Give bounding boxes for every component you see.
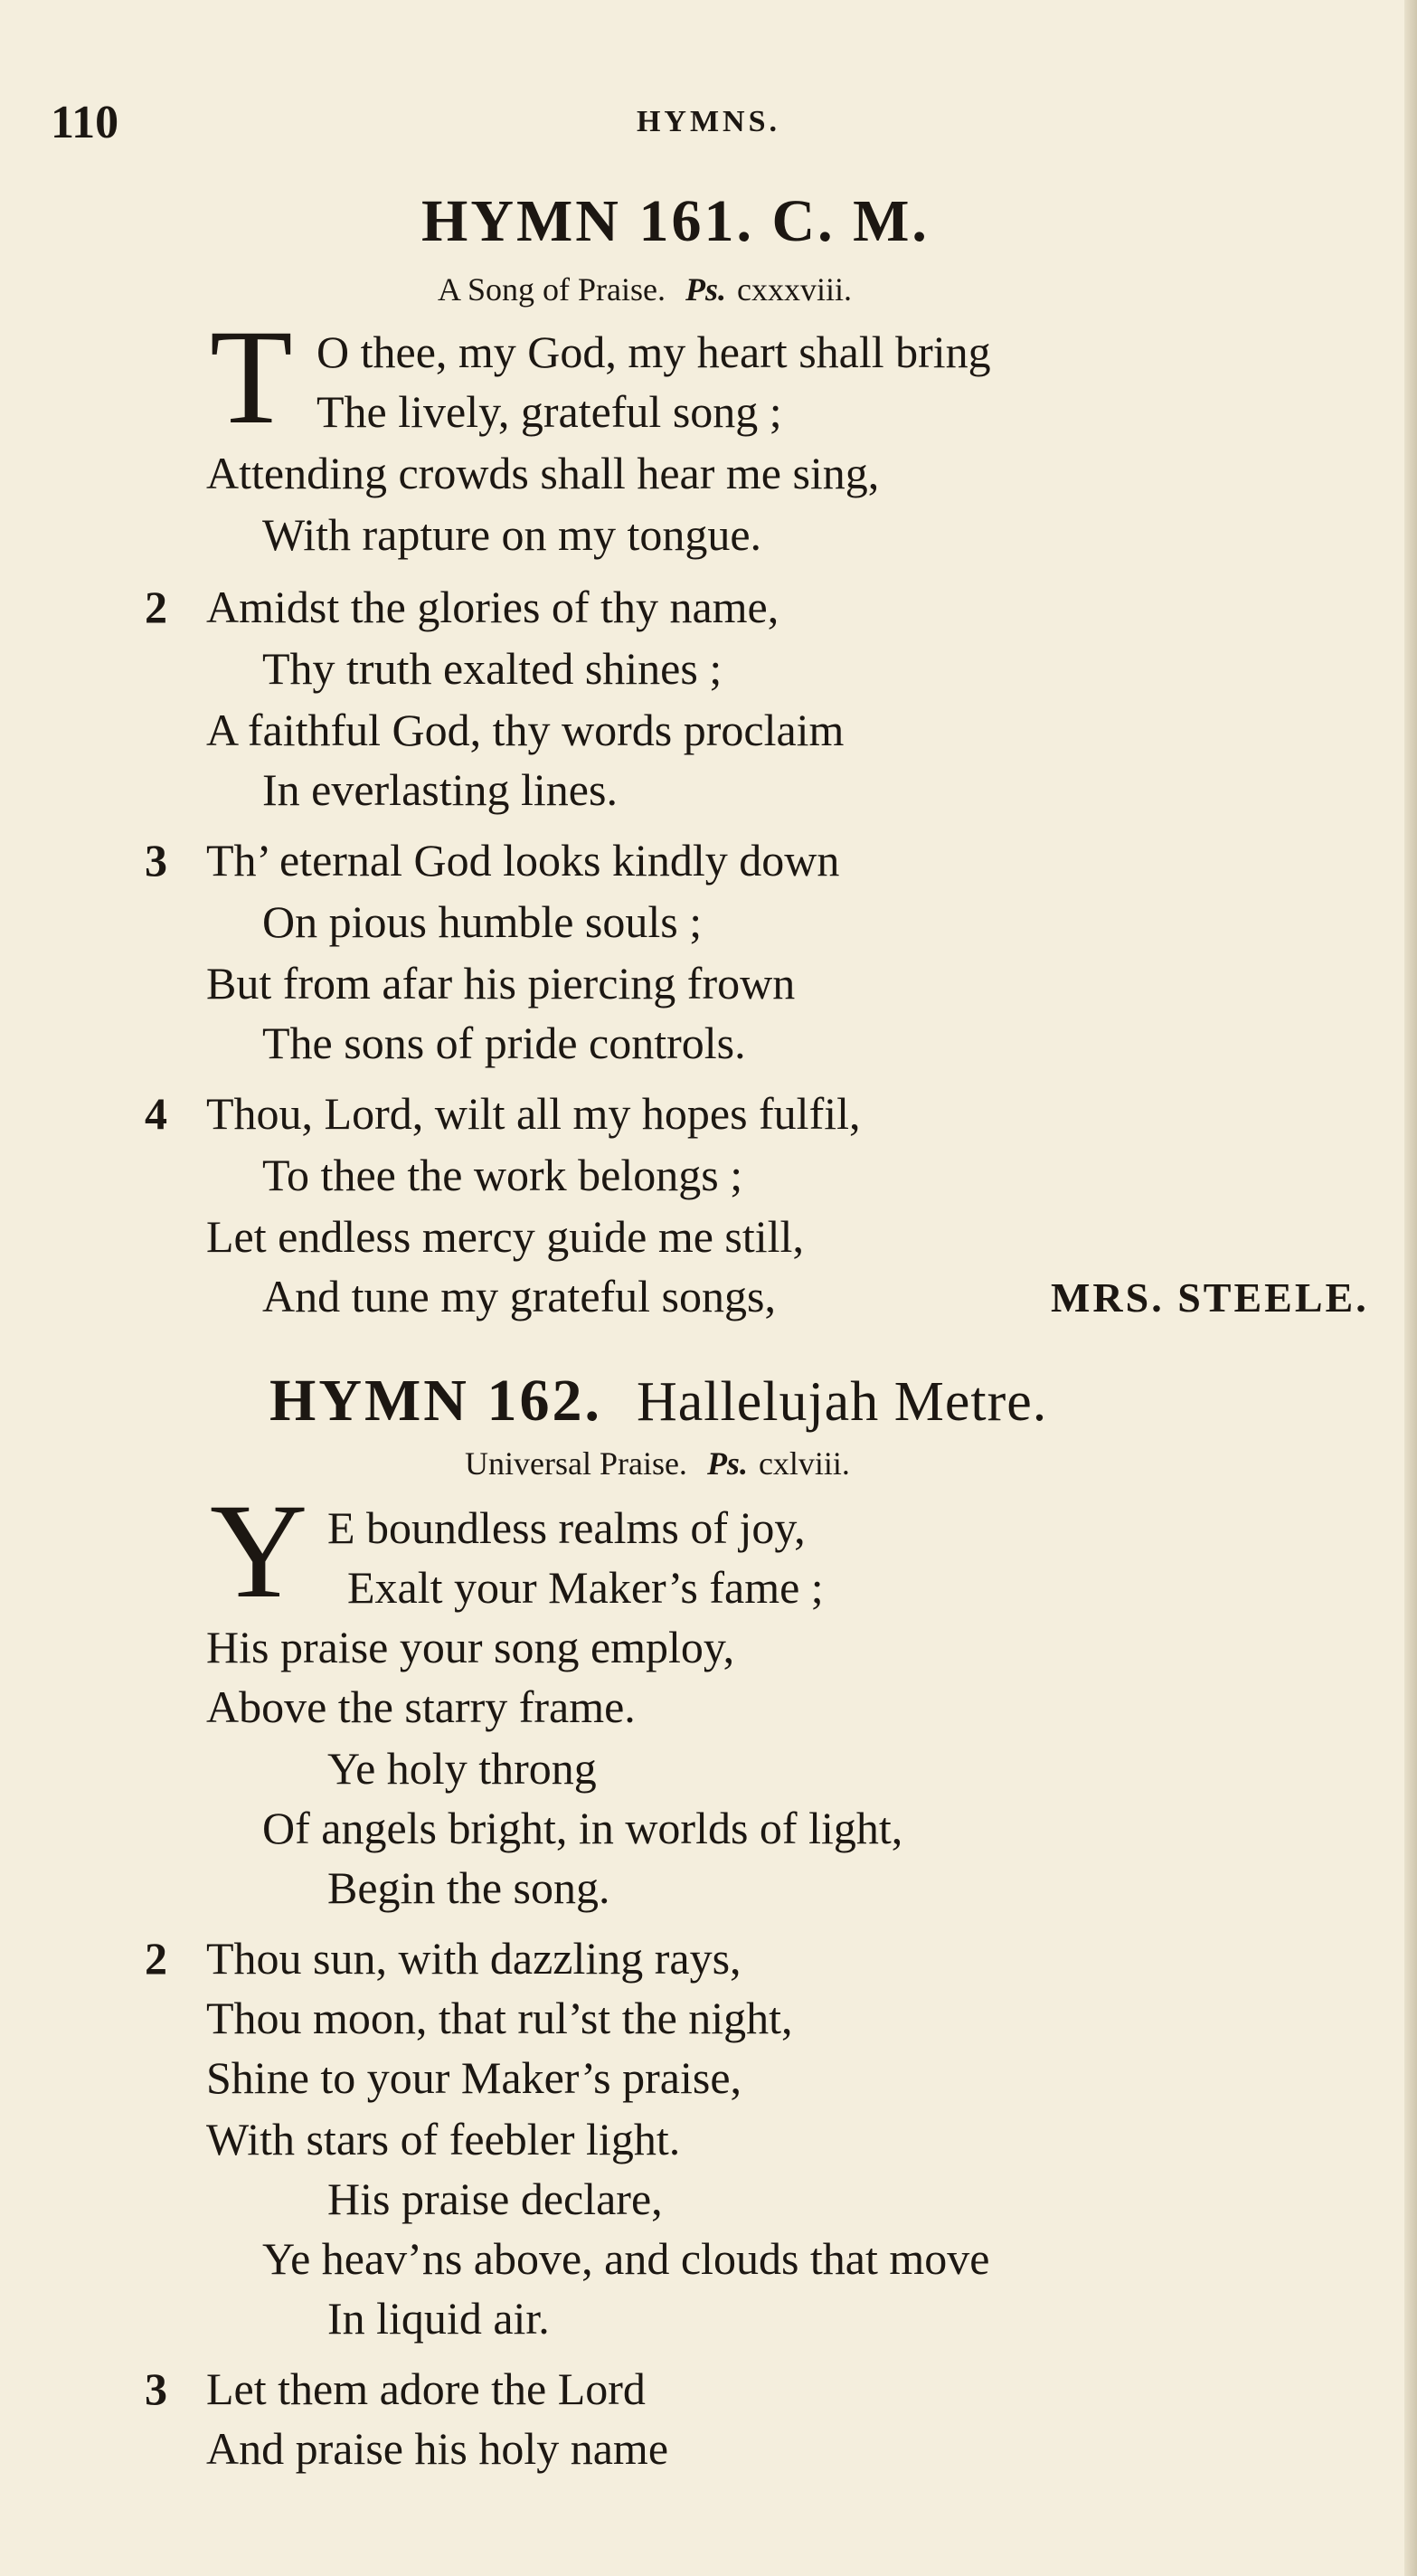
hymn-162-line: Ye holy throng — [327, 1743, 597, 1794]
hymn-162-line: Exalt your Maker’s fame ; — [347, 1562, 824, 1613]
hymn-162-first-line: E boundless realms of joy, — [327, 1502, 806, 1553]
hymn-162-metre: Hallelujah Metre. — [636, 1371, 1048, 1433]
hymn-162-line: Let them adore the Lord — [206, 2363, 646, 2414]
hymn-161-line: And tune my grateful songs, — [262, 1271, 776, 1321]
hymn-161-stanza-number: 2 — [145, 582, 167, 632]
page-edge — [1404, 0, 1417, 2576]
hymn-161-line: On pious humble souls ; — [262, 896, 703, 947]
hymn-162-line: Of angels bright, in worlds of light, — [262, 1803, 903, 1853]
hymn-161-line: With rapture on my tongue. — [262, 509, 762, 560]
hymn-162-psalm-ref: cxlviii. — [758, 1445, 850, 1482]
hymn-162-title — [269, 1368, 1048, 1434]
hymn-162-title-text: HYMN 162. — [269, 1368, 602, 1434]
hymn-161-line: A faithful God, thy words proclaim — [206, 705, 845, 755]
running-head: HYMNS. — [636, 105, 781, 138]
hymn-162-line: His praise your song employ, — [206, 1622, 735, 1672]
hymn-161-line: Thou, Lord, wilt all my hopes fulfil, — [206, 1088, 861, 1139]
hymn-161-line: Th’ eternal God looks kindly down — [206, 835, 840, 886]
hymn-162-subtitle — [465, 1447, 850, 1480]
hymn-161-line: Attending crowds shall hear me sing, — [206, 448, 880, 498]
hymn-161-line: Thy truth exalted shines ; — [262, 643, 723, 694]
hymn-162-line: And praise his holy name — [206, 2423, 669, 2474]
page-number: 110 — [51, 97, 119, 148]
hymn-162-stanza-number: 2 — [145, 1933, 167, 1984]
hymn-162-line: Ye heav’ns above, and clouds that move — [262, 2233, 990, 2284]
hymn-162-line: Shine to your Maker’s praise, — [206, 2052, 742, 2103]
hymn-161-line: Amidst the glories of thy name, — [206, 582, 779, 632]
hymn-161-line: To thee the work belongs ; — [262, 1150, 743, 1200]
hymn-162-line: Thou moon, that rul’st the night, — [206, 1993, 793, 2043]
hymn-161-line: Let endless mercy guide me still, — [206, 1211, 804, 1262]
hymn-161-stanza-number: 3 — [145, 835, 167, 886]
hymn-161-line: In everlasting lines. — [262, 764, 618, 815]
hymn-161-line: The sons of pride controls. — [262, 1018, 746, 1068]
hymn-161-dropcap: T — [210, 302, 293, 452]
hymn-161-subtitle — [438, 273, 852, 306]
hymn-161-title: HYMN 161. C. M. — [421, 188, 930, 254]
hymn-161-line: But from afar his piercing frown — [206, 958, 796, 1009]
hymn-162-line: With stars of feebler light. — [206, 2114, 681, 2164]
hymn-162-dropcap: Y — [210, 1476, 308, 1626]
hymn-161-line: The lively, grateful song ; — [316, 386, 782, 437]
hymn-162-line: Above the starry frame. — [206, 1681, 636, 1732]
hymn-162-subtitle-text: Universal Praise. — [465, 1445, 687, 1482]
hymn-162-line: In liquid air. — [327, 2293, 550, 2344]
hymn-161-ps: Ps. — [685, 271, 726, 308]
hymn-162-line: Begin the song. — [327, 1862, 610, 1913]
hymn-161-first-line: O thee, my God, my heart shall bring — [316, 327, 991, 377]
hymn-161-attribution: MRS. STEELE. — [1051, 1274, 1369, 1321]
hymn-161-subtitle-text: A Song of Praise. — [438, 271, 666, 308]
hymn-162-line: His praise declare, — [327, 2174, 663, 2224]
hymn-161-stanza-number: 4 — [145, 1088, 167, 1139]
hymn-161-psalm-ref: cxxxviii. — [737, 271, 852, 308]
hymn-162-ps: Ps. — [706, 1445, 748, 1482]
hymn-162-line: Thou sun, with dazzling rays, — [206, 1933, 742, 1984]
hymn-162-stanza-number: 3 — [145, 2363, 167, 2414]
